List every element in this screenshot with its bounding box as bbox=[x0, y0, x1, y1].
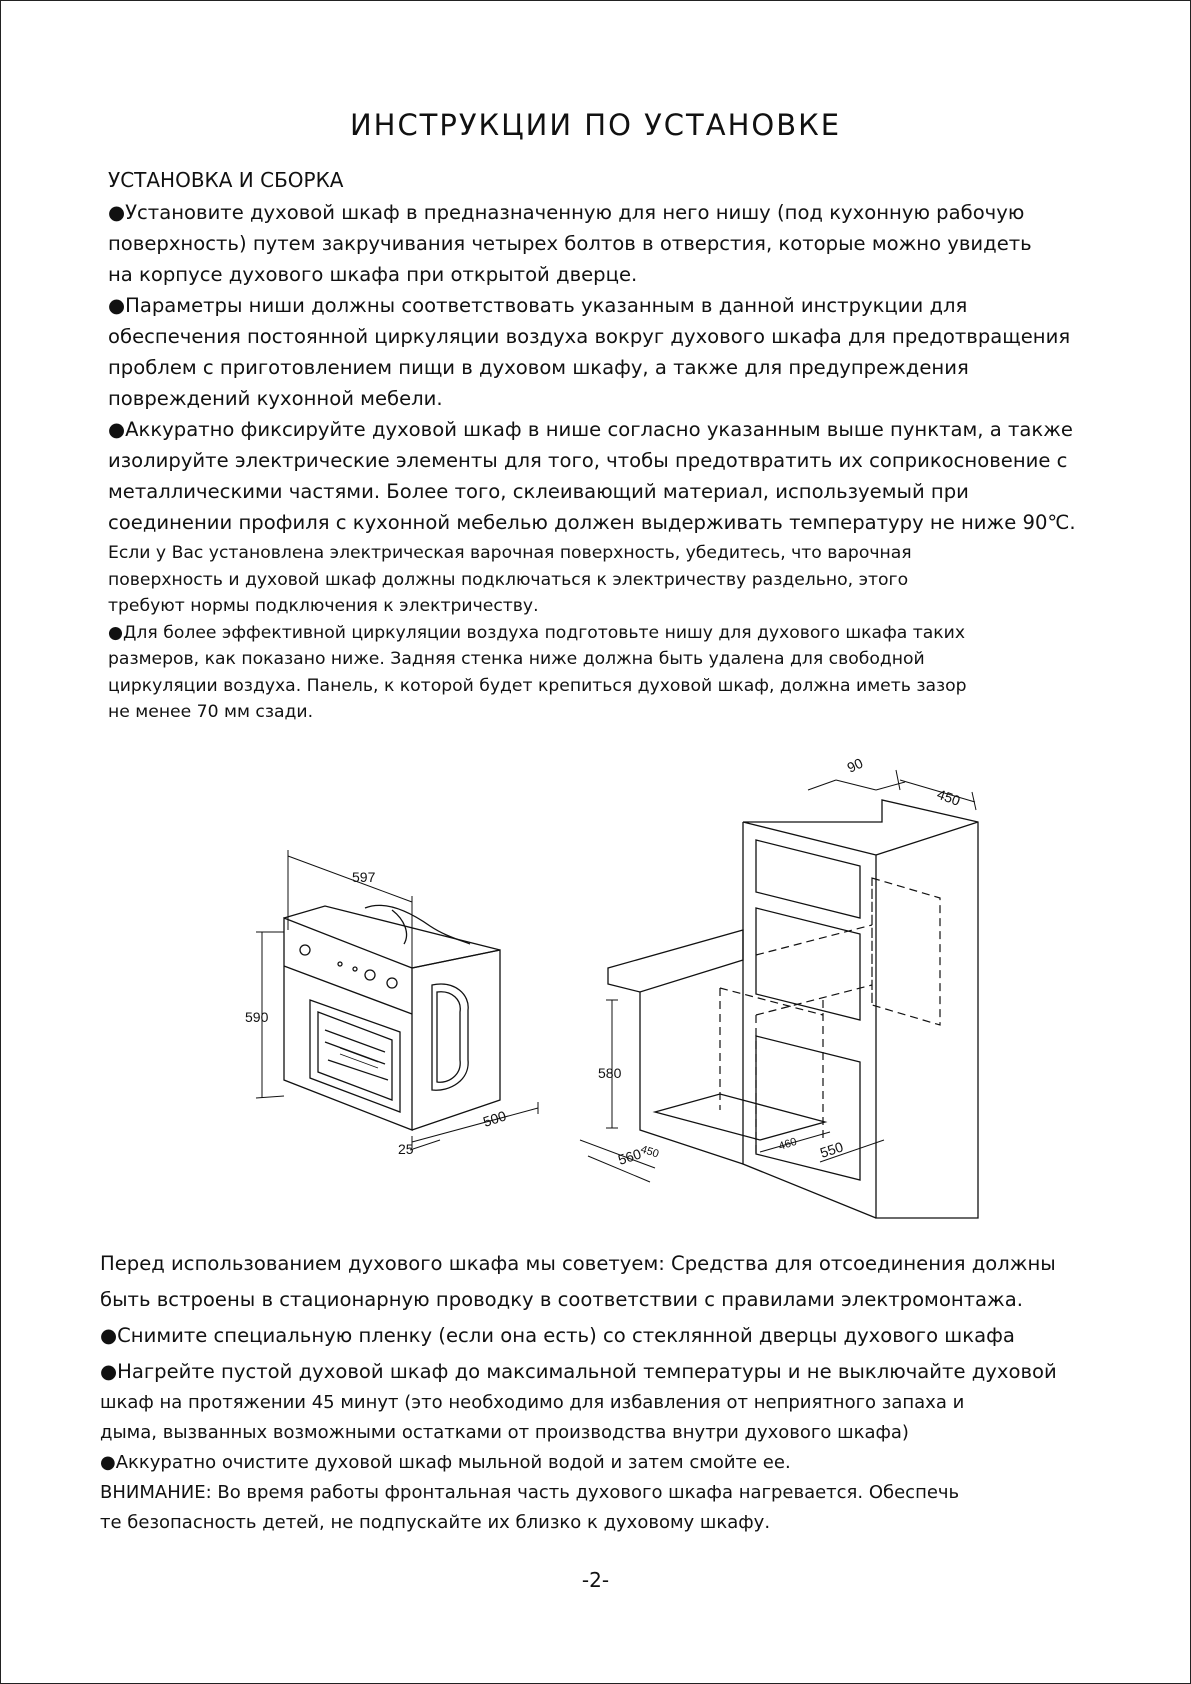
worktop bbox=[608, 930, 743, 992]
dim-label-597: 597 bbox=[352, 869, 376, 885]
knob-icon bbox=[300, 945, 310, 955]
text-line: поверхность и духовой шкаф должны подключаться к электричеству раздельно, этого bbox=[108, 569, 909, 590]
text-line: изолируйте электрические элементы для того, чтобы предотвратить их соприкосновение с bbox=[108, 449, 1068, 472]
text-line: обеспечения постоянной циркуляции воздуха вокруг духового шкафа для предотвращения bbox=[108, 325, 1071, 348]
text-line: ●Установите духовой шкаф в предназначенную для него нишу (под кухонную рабочую bbox=[108, 201, 1025, 224]
page-number: -2- bbox=[581, 1568, 610, 1592]
indicator-icon bbox=[338, 962, 342, 966]
text-line: размеров, как показано ниже. Задняя стенка ниже должна быть удалена для свободной bbox=[108, 649, 925, 669]
paragraph-warnings bbox=[100, 1388, 964, 1538]
text-line: проблем с приготовлением пищи в духовом шкафу, а также для предупреждения bbox=[108, 356, 969, 379]
text-line: циркуляции воздуха. Панель, к которой будет крепиться духовой шкаф, должна иметь зазор bbox=[108, 675, 967, 696]
oven-side-panel bbox=[412, 950, 500, 1130]
dim-line-450-top bbox=[896, 770, 976, 810]
dim-label-450-top: 450 bbox=[934, 785, 963, 809]
text-line: дыма, вызванных возможными остатками от производства внутри духового шкафа) bbox=[100, 1422, 909, 1443]
oven-top-edge bbox=[284, 906, 500, 968]
dim-label-500: 500 bbox=[480, 1107, 509, 1130]
page-title: ИНСТРУКЦИИ ПО УСТАНОВКЕ bbox=[349, 108, 842, 142]
text-line: требуют нормы подключения к электричеству. bbox=[108, 596, 539, 616]
dim-label-460: 460 bbox=[777, 1135, 799, 1153]
paragraph-electric bbox=[108, 540, 967, 726]
dim-label-590: 590 bbox=[245, 1009, 269, 1025]
niche-base-line bbox=[640, 992, 743, 1164]
text-line: быть встроены в стационарную проводку в соответствии с правилами электромонтажа. bbox=[100, 1288, 1023, 1311]
text-line: ●Нагрейте пустой духовой шкаф до максимальной температуры и не выключайте духовой bbox=[100, 1360, 1057, 1383]
text-line: ●Параметры ниши должны соответствовать указанным в данной инструкции для bbox=[108, 294, 968, 317]
text-line: ●Аккуратно фиксируйте духовой шкаф в нише согласно указанным выше пунктам, а также bbox=[108, 418, 1073, 441]
text-line: ВНИМАНИЕ: Во время работы фронтальная часть духового шкафа нагревается. Обеспечь bbox=[100, 1482, 960, 1503]
text-line: Перед использованием духового шкафа мы советуем: Средства для отсоединения должны bbox=[100, 1252, 1056, 1275]
text-line: шкаф на протяжении 45 минут (это необходимо для избавления от неприятного запаха и bbox=[100, 1392, 965, 1413]
installation-diagram bbox=[230, 752, 990, 1222]
text-line: те безопасность детей, не подпускайте их близко к духовому шкафу. bbox=[100, 1512, 771, 1533]
paragraph-installation bbox=[108, 197, 1076, 538]
text-line: ●Аккуратно очистите духовой шкаф мыльной водой и затем смойте ее. bbox=[100, 1452, 791, 1473]
text-line: Если у Вас установлена электрическая варочная поверхность, убедитесь, что варочная bbox=[108, 543, 912, 563]
cabinet-openings bbox=[756, 840, 860, 1180]
knob-icon bbox=[387, 978, 397, 988]
text-line: металлическими частями. Более того, склеивающий материал, используемый при bbox=[108, 480, 969, 503]
dim-label-550: 550 bbox=[817, 1138, 846, 1161]
niche-back-dashed bbox=[872, 878, 940, 1025]
text-line: соединении профиля с кухонной мебелью должен выдерживать температуру не ниже 90℃. bbox=[108, 511, 1076, 534]
dim-line-90 bbox=[808, 780, 905, 790]
text-line: на корпусе духового шкафа при открытой дверце. bbox=[108, 263, 638, 286]
indicator-icon bbox=[353, 967, 357, 971]
text-line: не менее 70 мм сзади. bbox=[108, 702, 314, 722]
dim-label-450: 450 bbox=[639, 1143, 661, 1161]
text-line: ●Снимите специальную пленку (если она есть) со стеклянной дверцы духового шкафа bbox=[100, 1324, 1015, 1347]
dim-line-580 bbox=[606, 1000, 618, 1128]
niche-floor bbox=[655, 1094, 825, 1140]
knob-icon bbox=[365, 970, 375, 980]
text-line: ●Для более эффективной циркуляции воздуха подготовьте нишу для духового шкафа таких bbox=[108, 622, 966, 643]
paragraph-before-use bbox=[100, 1246, 1057, 1390]
dim-label-560: 560 bbox=[615, 1145, 644, 1168]
cabinet-column-front bbox=[743, 822, 876, 1218]
dim-label-580: 580 bbox=[598, 1065, 622, 1081]
dim-label-90: 90 bbox=[844, 754, 866, 776]
oven-control-line bbox=[284, 966, 412, 1014]
dim-label-25: 25 bbox=[398, 1141, 414, 1157]
section-title: УСТАНОВКА И СБОРКА bbox=[108, 168, 344, 192]
text-line: поверхность) путем закручивания четырех болтов в отверстия, которые можно увидеть bbox=[108, 232, 1032, 255]
text-line: повреждений кухонной мебели. bbox=[108, 387, 443, 410]
